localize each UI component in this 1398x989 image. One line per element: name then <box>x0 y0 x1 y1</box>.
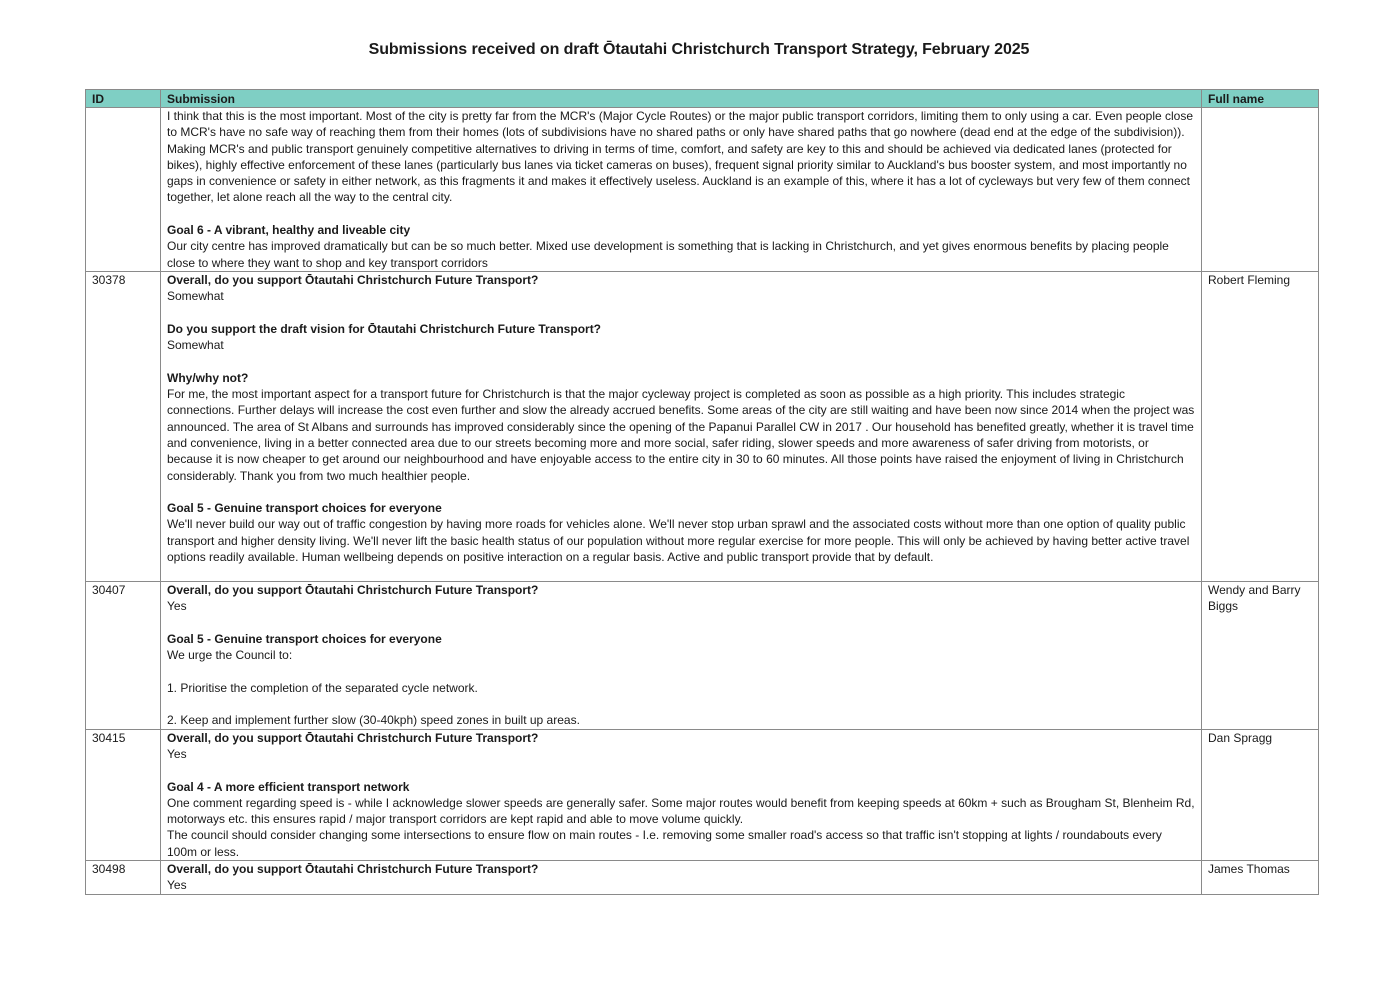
answer: For me, the most important aspect for a transport future for Christchurch is that the major cycleway project is completed as soon as possible as a high priority. This includes strategic connections. Further delays will increase the cost even further and slow the already accrued benefits. Some areas of the city are still waiting and have been now since 2014 when the project was announced. The area of St Albans and surrounds has improved considerably since the opening of the Papanui Parallel CW in 2017 . Our household has benefited greatly, whether it is travel time and convenience, living in a better connected area due to our streets becoming more and more social, safer riding, slower speeds and more awareness of safer driving from motorists, or because it is now cheaper to get around our neighbourhood and have enjoyable access to the entire city in 30 to 60 minutes. All those points have raised the enjoyment of living in Christchurch considerably. Thank you from two much healthier people. <box>167 387 1195 483</box>
submission-id: 30498 <box>86 861 161 895</box>
goal-heading: Goal 5 - Genuine transport choices for everyone <box>167 501 442 516</box>
submitter-name: James Thomas <box>1202 861 1319 895</box>
table-row <box>86 861 1319 895</box>
answer: Yes <box>167 746 187 761</box>
submission-text <box>161 729 1202 860</box>
goal-heading: Goal 5 - Genuine transport choices for everyone <box>167 631 442 646</box>
document-title: Submissions received on draft Ōtautahi Christchurch Transport Strategy, February 2025 <box>368 41 1030 58</box>
goal-text: We'll never build our way out of traffic congestion by having more roads for vehicles alone. We'll never stop urban sprawl and the associated costs without more than one option of quality public transport and higher density living. We'll never lift the basic health status of our population without more regular exercise for more people. This will only be achieved by having better active travel options readily available. Human wellbeing depends on positive interaction on a regular basis. Active and public transport provide that by default. <box>167 517 1190 565</box>
question: Why/why not? <box>167 370 249 385</box>
submission-text <box>161 582 1202 730</box>
column-header-submission: Submission <box>161 90 1202 108</box>
question: Overall, do you support Ōtautahi Christchurch Future Transport? <box>167 730 539 745</box>
answer: Yes <box>167 599 187 614</box>
question: Overall, do you support Ōtautahi Christchurch Future Transport? <box>167 862 539 877</box>
submission-id: 30415 <box>86 729 161 860</box>
submitter-name: Robert Fleming <box>1202 272 1319 582</box>
column-header-id: ID <box>86 90 161 108</box>
answer: Somewhat <box>167 338 224 353</box>
continuation-text: I think that this is the most important. Most of the city is pretty far from the MCR's (Major Cycle Routes) or the major public transport corridors, limiting them to only using a car. Even people close to MCR's have no safe way of reaching them from their homes (lots of subdivisions have no shared paths or only have shared paths that go nowhere (dead end at the edge of the subdivision)). Making MCR's and public transport genuinely competitive alternatives to driving in terms of time, comfort, and safety are key to this and should be achieved via dedicated lanes (protected for bikes), highly effective enforcement of these lanes (particularly bus lanes via ticket cameras on buses), frequent signal priority similar to Auckland's bus booster system, and most importantly no gaps in convenience or safety in either network, as this fragments it and makes it effectively useless. Auckland is an example of this, where it has a lot of cycleways but very few of them connect together, let alone reach all the way to the central city. <box>167 109 1194 205</box>
goal-text: The council should consider changing some intersections to ensure flow on main routes - I.e. removing some smaller road's access so that traffic isn't stopping at lights / roundabouts every 100m or less. <box>167 828 1162 859</box>
table-header-row <box>86 90 1319 108</box>
question: Overall, do you support Ōtautahi Christchurch Future Transport? <box>167 583 539 597</box>
submitter-name: Dan Spragg <box>1202 729 1319 860</box>
table-row <box>86 729 1319 860</box>
list-item: 1. Prioritise the completion of the separated cycle network. <box>167 680 478 695</box>
submission-text <box>161 272 1202 582</box>
table-row <box>86 582 1319 730</box>
submission-id: 30407 <box>86 582 161 730</box>
submission-id: 30378 <box>86 272 161 582</box>
question: Do you support the draft vision for Ōtautahi Christchurch Future Transport? <box>167 321 602 336</box>
submissions-table <box>85 89 1319 895</box>
answer: Somewhat <box>167 289 224 304</box>
submitter-name <box>1202 108 1319 272</box>
list-item: 2. Keep and implement further slow (30-40kph) speed zones in built up areas. <box>167 713 580 728</box>
table-row <box>86 108 1319 272</box>
goal-heading: Goal 6 - A vibrant, healthy and liveable city <box>167 223 411 238</box>
submission-id <box>86 108 161 272</box>
goal-text: Our city centre has improved dramatically but can be so much better. Mixed use development is something that is lacking in Christchurch, and yet gives enormous benefits by placing people close to where they want to shop and key transport corridors <box>167 239 1169 270</box>
goal-text: We urge the Council to: <box>167 648 293 663</box>
answer: Yes <box>167 878 187 893</box>
column-header-full-name: Full name <box>1202 90 1319 108</box>
table-row <box>86 272 1319 582</box>
goal-text: One comment regarding speed is - while I acknowledge slower speeds are generally safer. Some major routes would benefit from keeping speeds at 60km + such as Brougham St, Blenheim Rd, motorways etc. this ensures rapid / major transport corridors are kept rapid and able to move volume quickly. <box>167 795 1195 827</box>
question: Overall, do you support Ōtautahi Christchurch Future Transport? <box>167 273 539 287</box>
submission-text <box>161 108 1202 272</box>
submission-text <box>161 861 1202 895</box>
goal-heading: Goal 4 - A more efficient transport network <box>167 779 410 794</box>
submitter-name: Wendy and Barry Biggs <box>1202 582 1319 730</box>
